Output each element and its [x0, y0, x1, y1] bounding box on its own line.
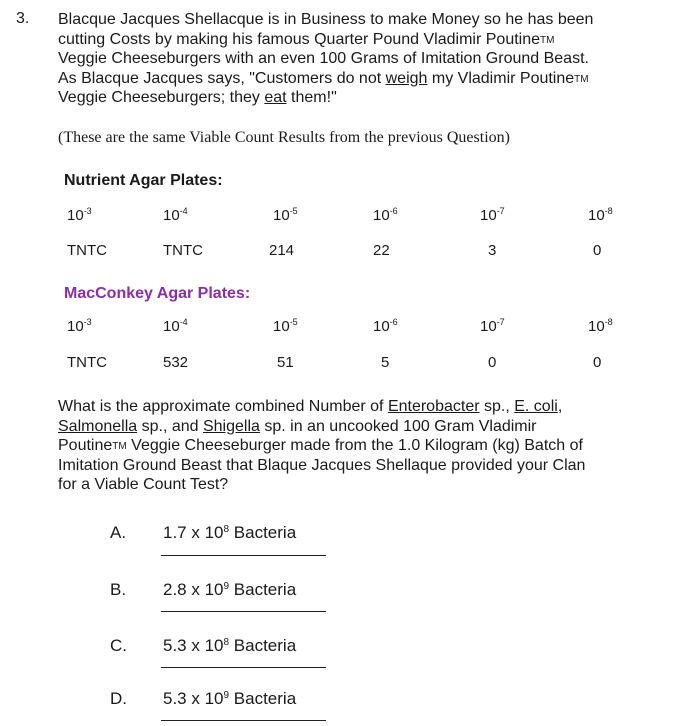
macconkey-dilution-6: $10^{-8}$: [588, 317, 613, 335]
question-line-5: for a Viable Count Test?: [58, 476, 229, 493]
intro-line-5-text: Veggie Cheeseburgers; they: [58, 89, 265, 106]
trademark-mark: TM: [112, 441, 127, 452]
intro-line-5-end: them!": [286, 89, 337, 106]
nutrient-dilution-3: $10^{-5}$: [273, 206, 298, 224]
macconkey-count-1: TNTC: [67, 354, 107, 371]
macconkey-count-4: 5: [381, 354, 390, 371]
nutrient-count-2: TNTC: [163, 242, 203, 259]
macconkey-agar-heading: MacConkey Agar Plates:: [64, 285, 251, 302]
trademark-mark: TM: [540, 34, 555, 46]
weigh-word: weigh: [385, 69, 428, 87]
macconkey-count-5: 0: [488, 354, 497, 371]
eat-word: eat: [264, 89, 287, 106]
option-b-letter: B.: [110, 580, 127, 599]
macconkey-dilution-3: $10^{-5}$: [273, 317, 298, 335]
nutrient-agar-heading: Nutrient Agar Plates:: [64, 172, 223, 189]
option-c-letter: C.: [110, 636, 127, 655]
same-results-note: (These are the same Viable Count Results from the previous Question): [58, 129, 510, 146]
option-c-answer-line: [161, 667, 326, 668]
option-a-text[interactable]: 1.7 x $10^8$ Bacteria: [163, 523, 297, 542]
nutrient-count-5: 3: [488, 242, 497, 259]
option-d-answer-line: [161, 720, 326, 721]
intro-line-1: Blacque Jacques Shellacque is in Business to make Money so he has been: [58, 11, 594, 28]
macconkey-dilution-4: $10^{-6}$: [373, 317, 398, 335]
option-b-answer-line: [161, 611, 326, 612]
option-b-text[interactable]: 2.8 x $10^9$ Bacteria: [163, 580, 297, 599]
macconkey-dilution-5: $10^{-7}$: [480, 317, 505, 335]
macconkey-dilution-2: $10^{-4}$: [163, 317, 188, 335]
intro-line-4-text: As Blacque Jacques says, "Customers do not: [58, 69, 386, 87]
intro-line-3: Veggie Cheeseburgers with an even 100 Grams of Imitation Ground Beast.: [58, 50, 589, 67]
question-line-3: Poutine™ Veggie Cheeseburger made from the 1.0 Kilogram (kg) Batch of: [58, 437, 583, 454]
option-d-letter: D.: [110, 689, 127, 708]
intro-line-5: [58, 88, 678, 108]
intro-line-2: [58, 30, 678, 50]
question-paragraph: [58, 397, 678, 495]
shigella-term: Shigella: [202, 417, 260, 435]
question-number: 3.: [16, 10, 30, 27]
salmonella-term: Salmonella: [58, 417, 138, 435]
question-line-1: What is the approximate combined Number of Enterobacter sp., E. coli,: [58, 398, 563, 415]
option-a-answer-line: [161, 555, 326, 556]
macconkey-count-2: 532: [163, 354, 189, 371]
ecoli-term: E. coli: [514, 398, 558, 415]
macconkey-count-3: 51: [277, 354, 294, 371]
macconkey-dilution-1: $10^{-3}$: [67, 317, 92, 335]
question-line-4: Imitation Ground Beast that Blaque Jacques Shellaque provided your Clan: [58, 456, 586, 474]
trademark-mark: TM: [574, 73, 589, 85]
nutrient-dilution-4: $10^{-6}$: [373, 206, 398, 224]
enterobacter-term: Enterobacter: [387, 398, 480, 415]
option-a-letter: A.: [110, 523, 127, 542]
nutrient-dilution-1: $10^{-3}$: [67, 206, 92, 224]
nutrient-count-4: 22: [373, 242, 390, 259]
nutrient-dilution-6: $10^{-8}$: [588, 206, 613, 224]
intro-line-4: [58, 69, 678, 89]
nutrient-count-3: 214: [269, 242, 295, 259]
nutrient-count-6: 0: [593, 242, 602, 259]
nutrient-dilution-2: $10^{-4}$: [163, 206, 188, 224]
intro-line-4-end: my Vladimir Poutine: [427, 69, 575, 87]
intro-line-2-text: cutting Costs by making his famous Quarter Pound Vladimir Poutine: [58, 30, 541, 48]
macconkey-count-6: 0: [593, 354, 602, 371]
nutrient-count-1: TNTC: [67, 242, 107, 259]
intro-paragraph: [58, 10, 678, 108]
option-d-text[interactable]: 5.3 x $10^9$ Bacteria: [163, 689, 297, 708]
nutrient-dilution-5: $10^{-7}$: [480, 206, 505, 224]
option-c-text[interactable]: 5.3 x $10^8$ Bacteria: [163, 636, 297, 655]
question-line-2: Salmonella sp., and Shigella sp. in an uncooked 100 Gram Vladimir: [58, 417, 537, 435]
